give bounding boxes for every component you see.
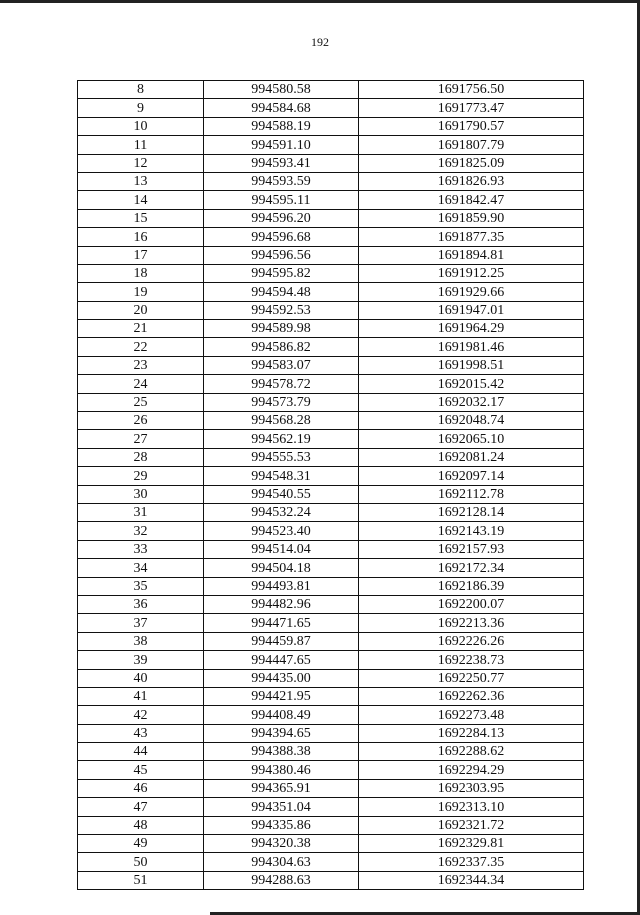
- y-coordinate-cell: 1692128.14: [359, 503, 584, 521]
- y-coordinate-cell: 1692015.42: [359, 375, 584, 393]
- x-coordinate-cell: 994532.24: [204, 503, 359, 521]
- point-number-cell: 37: [78, 614, 204, 632]
- point-number-cell: 29: [78, 467, 204, 485]
- point-number-cell: 42: [78, 706, 204, 724]
- x-coordinate-cell: 994592.53: [204, 301, 359, 319]
- point-number-cell: 25: [78, 393, 204, 411]
- table-row: [78, 430, 584, 448]
- y-coordinate-cell: 1692112.78: [359, 485, 584, 503]
- y-coordinate-cell: 1692329.81: [359, 835, 584, 853]
- x-coordinate-cell: 994335.86: [204, 816, 359, 834]
- page-number: 192: [311, 35, 329, 49]
- x-coordinate-cell: 994588.19: [204, 117, 359, 135]
- y-coordinate-cell: 1691807.79: [359, 136, 584, 154]
- x-coordinate-cell: 994596.56: [204, 246, 359, 264]
- y-coordinate-cell: 1692048.74: [359, 412, 584, 430]
- point-number-cell: 14: [78, 191, 204, 209]
- y-coordinate-cell: 1691998.51: [359, 356, 584, 374]
- x-coordinate-cell: 994380.46: [204, 761, 359, 779]
- table-row: [78, 706, 584, 724]
- x-coordinate-cell: 994580.58: [204, 81, 359, 99]
- point-number-cell: 24: [78, 375, 204, 393]
- x-coordinate-cell: 994555.53: [204, 448, 359, 466]
- table-row: [78, 81, 584, 99]
- y-coordinate-cell: 1692186.39: [359, 577, 584, 595]
- point-number-cell: 8: [78, 81, 204, 99]
- y-coordinate-cell: 1692143.19: [359, 522, 584, 540]
- table-row: [78, 136, 584, 154]
- y-coordinate-cell: 1692284.13: [359, 724, 584, 742]
- y-coordinate-cell: 1691929.66: [359, 283, 584, 301]
- y-coordinate-cell: 1691877.35: [359, 228, 584, 246]
- table-row: [78, 669, 584, 687]
- y-coordinate-cell: 1691756.50: [359, 81, 584, 99]
- table-row: [78, 172, 584, 190]
- point-number-cell: 36: [78, 595, 204, 613]
- y-coordinate-cell: 1692288.62: [359, 743, 584, 761]
- point-number-cell: 11: [78, 136, 204, 154]
- y-coordinate-cell: 1692081.24: [359, 448, 584, 466]
- x-coordinate-cell: 994514.04: [204, 540, 359, 558]
- x-coordinate-cell: 994589.98: [204, 320, 359, 338]
- point-number-cell: 46: [78, 779, 204, 797]
- table-row: [78, 191, 584, 209]
- point-number-cell: 39: [78, 651, 204, 669]
- table-row: [78, 835, 584, 853]
- point-number-cell: 51: [78, 871, 204, 889]
- y-coordinate-cell: 1692303.95: [359, 779, 584, 797]
- y-coordinate-cell: 1692213.36: [359, 614, 584, 632]
- y-coordinate-cell: 1691859.90: [359, 209, 584, 227]
- x-coordinate-cell: 994493.81: [204, 577, 359, 595]
- point-number-cell: 19: [78, 283, 204, 301]
- y-coordinate-cell: 1692294.29: [359, 761, 584, 779]
- y-coordinate-cell: 1691947.01: [359, 301, 584, 319]
- y-coordinate-cell: 1692262.36: [359, 687, 584, 705]
- table-row: [78, 853, 584, 871]
- y-coordinate-cell: 1692273.48: [359, 706, 584, 724]
- table-row: [78, 320, 584, 338]
- y-coordinate-cell: 1692226.26: [359, 632, 584, 650]
- coordinates-table-body: [78, 81, 584, 890]
- coordinates-table: [77, 80, 584, 890]
- table-row: [78, 117, 584, 135]
- x-coordinate-cell: 994288.63: [204, 871, 359, 889]
- table-row: [78, 467, 584, 485]
- point-number-cell: 31: [78, 503, 204, 521]
- x-coordinate-cell: 994586.82: [204, 338, 359, 356]
- x-coordinate-cell: 994595.11: [204, 191, 359, 209]
- y-coordinate-cell: 1692032.17: [359, 393, 584, 411]
- table-row: [78, 154, 584, 172]
- x-coordinate-cell: 994504.18: [204, 559, 359, 577]
- x-coordinate-cell: 994595.82: [204, 264, 359, 282]
- point-number-cell: 17: [78, 246, 204, 264]
- y-coordinate-cell: 1692097.14: [359, 467, 584, 485]
- table-row: [78, 209, 584, 227]
- point-number-cell: 49: [78, 835, 204, 853]
- point-number-cell: 23: [78, 356, 204, 374]
- x-coordinate-cell: 994304.63: [204, 853, 359, 871]
- y-coordinate-cell: 1692321.72: [359, 816, 584, 834]
- table-row: [78, 761, 584, 779]
- page-edge-top: [0, 0, 640, 3]
- y-coordinate-cell: 1691773.47: [359, 99, 584, 117]
- point-number-cell: 22: [78, 338, 204, 356]
- table-row: [78, 632, 584, 650]
- x-coordinate-cell: 994421.95: [204, 687, 359, 705]
- point-number-cell: 18: [78, 264, 204, 282]
- point-number-cell: 43: [78, 724, 204, 742]
- point-number-cell: 38: [78, 632, 204, 650]
- point-number-cell: 50: [78, 853, 204, 871]
- x-coordinate-cell: 994596.20: [204, 209, 359, 227]
- x-coordinate-cell: 994594.48: [204, 283, 359, 301]
- table-row: [78, 798, 584, 816]
- x-coordinate-cell: 994408.49: [204, 706, 359, 724]
- y-coordinate-cell: 1691825.09: [359, 154, 584, 172]
- table-row: [78, 522, 584, 540]
- table-row: [78, 393, 584, 411]
- table-row: [78, 228, 584, 246]
- table-row: [78, 356, 584, 374]
- table-row: [78, 595, 584, 613]
- table-row: [78, 779, 584, 797]
- x-coordinate-cell: 994591.10: [204, 136, 359, 154]
- table-row: [78, 283, 584, 301]
- y-coordinate-cell: 1691842.47: [359, 191, 584, 209]
- x-coordinate-cell: 994394.65: [204, 724, 359, 742]
- table-row: [78, 485, 584, 503]
- table-row: [78, 375, 584, 393]
- table-row: [78, 816, 584, 834]
- table-row: [78, 99, 584, 117]
- x-coordinate-cell: 994351.04: [204, 798, 359, 816]
- x-coordinate-cell: 994578.72: [204, 375, 359, 393]
- y-coordinate-cell: 1692250.77: [359, 669, 584, 687]
- x-coordinate-cell: 994596.68: [204, 228, 359, 246]
- point-number-cell: 45: [78, 761, 204, 779]
- point-number-cell: 32: [78, 522, 204, 540]
- point-number-cell: 34: [78, 559, 204, 577]
- point-number-cell: 47: [78, 798, 204, 816]
- x-coordinate-cell: 994540.55: [204, 485, 359, 503]
- point-number-cell: 40: [78, 669, 204, 687]
- point-number-cell: 15: [78, 209, 204, 227]
- table-row: [78, 871, 584, 889]
- y-coordinate-cell: 1692337.35: [359, 853, 584, 871]
- x-coordinate-cell: 994573.79: [204, 393, 359, 411]
- point-number-cell: 9: [78, 99, 204, 117]
- point-number-cell: 26: [78, 412, 204, 430]
- table-row: [78, 264, 584, 282]
- point-number-cell: 44: [78, 743, 204, 761]
- y-coordinate-cell: 1692344.34: [359, 871, 584, 889]
- y-coordinate-cell: 1692238.73: [359, 651, 584, 669]
- y-coordinate-cell: 1692172.34: [359, 559, 584, 577]
- y-coordinate-cell: 1691894.81: [359, 246, 584, 264]
- table-row: [78, 724, 584, 742]
- point-number-cell: 20: [78, 301, 204, 319]
- table-row: [78, 743, 584, 761]
- table-row: [78, 246, 584, 264]
- x-coordinate-cell: 994523.40: [204, 522, 359, 540]
- point-number-cell: 41: [78, 687, 204, 705]
- y-coordinate-cell: 1691981.46: [359, 338, 584, 356]
- x-coordinate-cell: 994583.07: [204, 356, 359, 374]
- x-coordinate-cell: 994435.00: [204, 669, 359, 687]
- point-number-cell: 13: [78, 172, 204, 190]
- x-coordinate-cell: 994482.96: [204, 595, 359, 613]
- table-row: [78, 577, 584, 595]
- table-row: [78, 559, 584, 577]
- y-coordinate-cell: 1691790.57: [359, 117, 584, 135]
- x-coordinate-cell: 994459.87: [204, 632, 359, 650]
- x-coordinate-cell: 994568.28: [204, 412, 359, 430]
- table-row: [78, 338, 584, 356]
- table-row: [78, 651, 584, 669]
- x-coordinate-cell: 994388.38: [204, 743, 359, 761]
- y-coordinate-cell: 1692065.10: [359, 430, 584, 448]
- x-coordinate-cell: 994584.68: [204, 99, 359, 117]
- table-row: [78, 687, 584, 705]
- table-row: [78, 301, 584, 319]
- y-coordinate-cell: 1692313.10: [359, 798, 584, 816]
- point-number-cell: 30: [78, 485, 204, 503]
- x-coordinate-cell: 994471.65: [204, 614, 359, 632]
- table-row: [78, 614, 584, 632]
- table-row: [78, 448, 584, 466]
- y-coordinate-cell: 1692200.07: [359, 595, 584, 613]
- x-coordinate-cell: 994562.19: [204, 430, 359, 448]
- x-coordinate-cell: 994548.31: [204, 467, 359, 485]
- point-number-cell: 21: [78, 320, 204, 338]
- table-row: [78, 503, 584, 521]
- point-number-cell: 33: [78, 540, 204, 558]
- table-row: [78, 412, 584, 430]
- point-number-cell: 16: [78, 228, 204, 246]
- table-row: [78, 540, 584, 558]
- x-coordinate-cell: 994593.41: [204, 154, 359, 172]
- point-number-cell: 35: [78, 577, 204, 595]
- x-coordinate-cell: 994593.59: [204, 172, 359, 190]
- y-coordinate-cell: 1691912.25: [359, 264, 584, 282]
- y-coordinate-cell: 1691826.93: [359, 172, 584, 190]
- y-coordinate-cell: 1692157.93: [359, 540, 584, 558]
- x-coordinate-cell: 994447.65: [204, 651, 359, 669]
- point-number-cell: 10: [78, 117, 204, 135]
- point-number-cell: 48: [78, 816, 204, 834]
- x-coordinate-cell: 994365.91: [204, 779, 359, 797]
- point-number-cell: 28: [78, 448, 204, 466]
- x-coordinate-cell: 994320.38: [204, 835, 359, 853]
- y-coordinate-cell: 1691964.29: [359, 320, 584, 338]
- point-number-cell: 12: [78, 154, 204, 172]
- point-number-cell: 27: [78, 430, 204, 448]
